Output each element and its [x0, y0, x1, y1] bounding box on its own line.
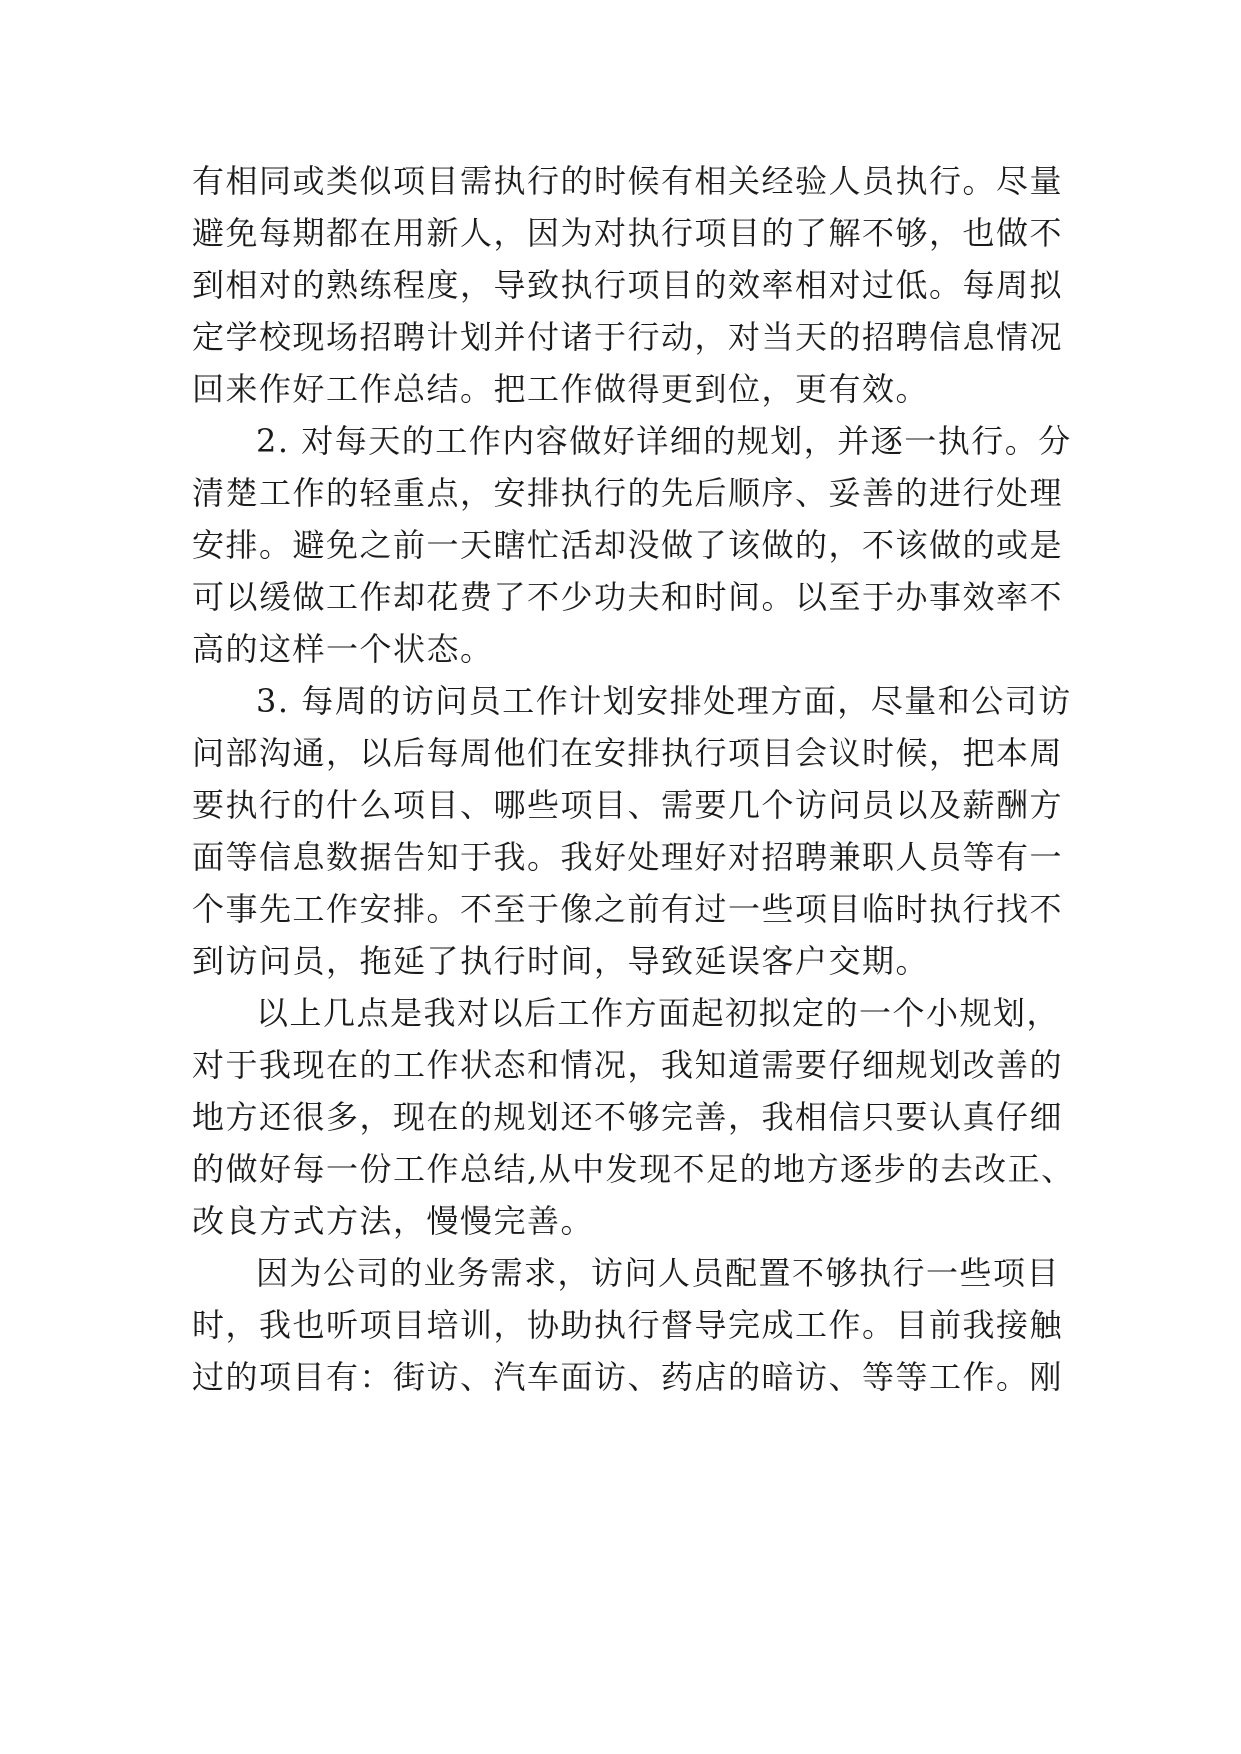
- text-line-19: 地方还很多，现在的规划还不够完善，我相信只要认真仔细: [192, 1098, 1064, 1136]
- text-line-10: 高的这样一个状态。: [192, 630, 494, 668]
- text-line-16: 到访问员，拖延了执行时间，导致延误客户交期。: [192, 942, 930, 980]
- text-line-1: 有相同或类似项目需执行的时候有相关经验人员执行。尽量: [192, 162, 1064, 200]
- text-line-21: 改良方式方法，慢慢完善。: [192, 1202, 595, 1240]
- text-line-3: 到相对的熟练程度，导致执行项目的效率相对过低。每周拟: [192, 266, 1064, 304]
- text-line-17: 以上几点是我对以后工作方面起初拟定的一个小规划，: [256, 994, 1061, 1032]
- text-line-8: 安排。避免之前一天瞎忙活却没做了该做的，不该做的或是: [192, 526, 1064, 564]
- document-body: [192, 155, 1075, 1403]
- text-line-12: 问部沟通，以后每周他们在安排执行项目会议时候，把本周: [192, 734, 1064, 772]
- text-line-22: 因为公司的业务需求，访问人员配置不够执行一些项目: [256, 1254, 1061, 1292]
- text-line-6: 2. 对每天的工作内容做好详细的规划，并逐一执行。分: [256, 422, 1072, 460]
- text-line-11: 3. 每周的访问员工作计划安排处理方面，尽量和公司访: [256, 682, 1072, 720]
- text-line-4: 定学校现场招聘计划并付诸于行动，对当天的招聘信息情况: [192, 318, 1064, 356]
- text-line-18: 对于我现在的工作状态和情况，我知道需要仔细规划改善的: [192, 1046, 1064, 1084]
- text-line-5: 回来作好工作总结。把工作做得更到位，更有效。: [192, 370, 930, 408]
- text-line-20: 的做好每一份工作总结,从中发现不足的地方逐步的去改正、: [192, 1150, 1075, 1188]
- text-line-23: 时，我也听项目培训，协助执行督导完成工作。目前我接触: [192, 1306, 1064, 1344]
- text-line-2: 避免每期都在用新人，因为对执行项目的了解不够，也做不: [192, 214, 1064, 252]
- text-line-15: 个事先工作安排。不至于像之前有过一些项目临时执行找不: [192, 890, 1064, 928]
- text-line-9: 可以缓做工作却花费了不少功夫和时间。以至于办事效率不: [192, 578, 1064, 616]
- text-line-13: 要执行的什么项目、哪些项目、需要几个访问员以及薪酬方: [192, 786, 1064, 824]
- text-line-7: 清楚工作的轻重点，安排执行的先后顺序、妥善的进行处理: [192, 474, 1064, 512]
- text-line-24: 过的项目有：街访、汽车面访、药店的暗访、等等工作。刚: [192, 1358, 1064, 1396]
- text-line-14: 面等信息数据告知于我。我好处理好对招聘兼职人员等有一: [192, 838, 1064, 876]
